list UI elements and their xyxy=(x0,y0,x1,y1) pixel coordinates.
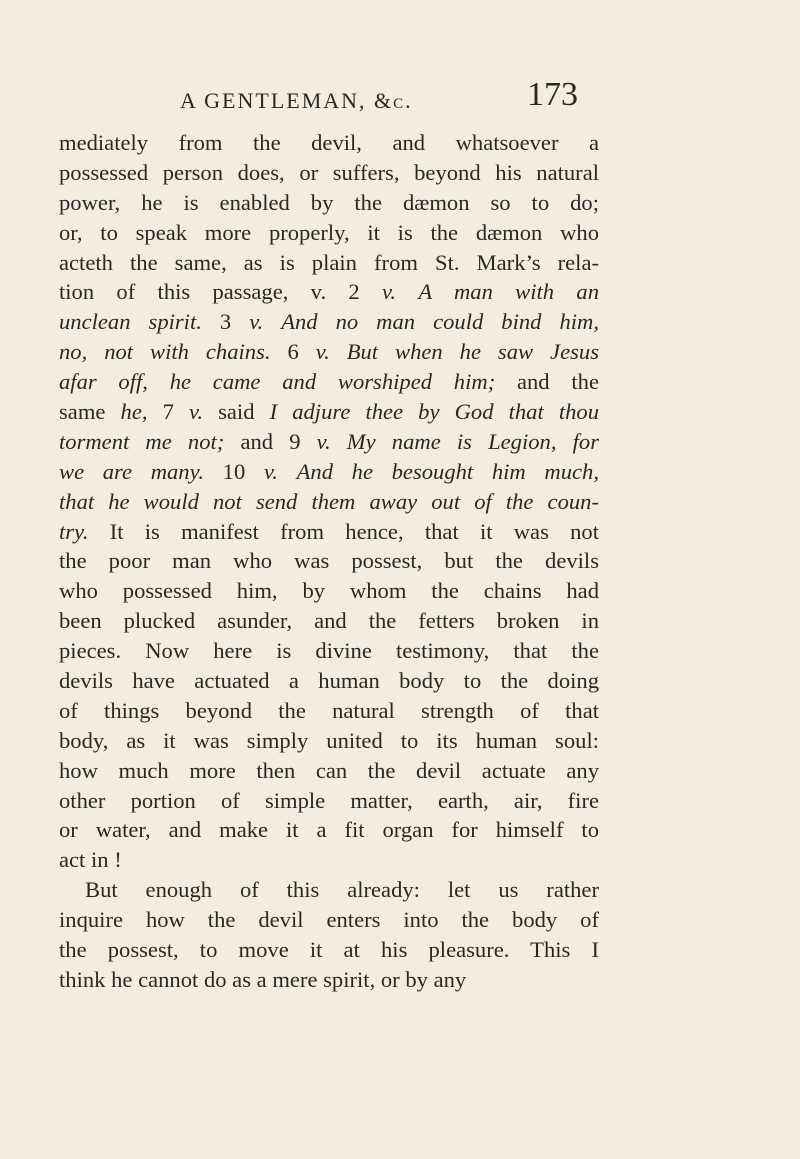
text-segment: devils have actuated a human body to the doing xyxy=(59,668,599,694)
text-segment: 7 xyxy=(147,399,189,425)
text-segment: think he cannot do as a mere spirit, or by any xyxy=(59,966,467,992)
running-head xyxy=(0,70,800,120)
text-line xyxy=(59,606,599,636)
text-line xyxy=(59,875,599,905)
text-line xyxy=(59,965,599,995)
italic-text: no, not with chains. xyxy=(59,339,271,365)
italic-text: A man with an xyxy=(418,279,599,305)
italic-text: he, xyxy=(120,399,148,425)
text-segment: 6 xyxy=(270,339,316,365)
text-segment: or, to speak more properly, it is the dæmon who xyxy=(59,219,599,245)
text-segment xyxy=(278,459,297,484)
italic-text: I adjure thee by God that thou xyxy=(269,399,600,425)
text-segment: been plucked asunder, and the fetters broken in xyxy=(59,608,599,634)
text-segment: possessed person does, or suffers, beyond his natural xyxy=(59,159,599,185)
text-line xyxy=(59,427,599,457)
text-segment: inquire how the devil enters into the body of xyxy=(59,907,599,933)
text-line xyxy=(59,666,599,696)
text-line xyxy=(59,726,599,756)
text-segment: pieces. Now here is divine testimony, that the xyxy=(59,638,599,664)
text-segment: power, he is enabled by the dæmon so to do; xyxy=(59,189,599,215)
text-line xyxy=(59,367,599,397)
text-line xyxy=(59,517,599,547)
text-segment: tion of this passage, v. 2 xyxy=(59,279,383,305)
text-segment: mediately from the devil, and whatsoever a xyxy=(59,130,599,155)
italic-text: And he besought him much, xyxy=(296,458,599,484)
text-line xyxy=(59,128,599,158)
text-segment xyxy=(330,339,347,364)
italic-text: try. xyxy=(59,518,89,544)
text-segment: who possessed him, by whom the chains had xyxy=(59,578,599,604)
body-text xyxy=(59,128,599,995)
text-segment: body, as it was simply united to its human soul: xyxy=(59,727,599,753)
text-segment: said xyxy=(203,399,270,425)
text-line xyxy=(59,935,599,965)
italic-text: v. xyxy=(249,309,264,335)
text-segment: It is manifest from hence, that it was not xyxy=(88,518,599,544)
text-segment xyxy=(263,309,281,334)
text-line xyxy=(59,696,599,726)
text-line xyxy=(59,786,599,816)
text-segment: and the xyxy=(495,369,599,395)
italic-text: And no man could bind him, xyxy=(281,309,599,335)
text-line xyxy=(59,636,599,666)
italic-text: afar off, he came and worshiped him; xyxy=(59,369,496,395)
text-line xyxy=(59,188,599,218)
text-segment xyxy=(331,429,347,454)
running-title: A GENTLEMAN, &c. xyxy=(180,88,413,113)
text-segment: act in ! xyxy=(59,847,122,873)
text-line xyxy=(59,307,599,337)
text-segment: of things beyond the natural strength of that xyxy=(59,697,599,723)
italic-text: unclean spirit. xyxy=(59,309,202,335)
text-segment: 10 xyxy=(204,458,264,484)
italic-text: v. xyxy=(315,339,330,365)
text-segment: how much more then can the devil actuate any xyxy=(59,757,599,783)
text-line xyxy=(59,457,599,487)
italic-text: My name is Legion, for xyxy=(346,428,599,454)
italic-text: that he would not send them away out of the coun- xyxy=(59,488,599,514)
text-line xyxy=(59,905,599,935)
text-segment xyxy=(396,279,418,304)
text-segment: 3 xyxy=(201,309,250,335)
text-segment: or water, and make it a fit organ for himself to xyxy=(59,817,599,843)
italic-text: torment me not; xyxy=(59,428,225,454)
text-line xyxy=(59,397,599,427)
text-segment: same xyxy=(59,399,121,425)
text-segment: the possest, to move it at his pleasure. This I xyxy=(59,937,599,963)
text-segment: other portion of simple matter, earth, air, fire xyxy=(59,787,599,813)
italic-text: v. xyxy=(263,458,278,484)
text-segment: the poor man who was possest, but the devils xyxy=(59,548,599,574)
italic-text: v. xyxy=(189,399,203,425)
text-line xyxy=(59,337,599,367)
page-number: 173 xyxy=(527,76,578,113)
text-line xyxy=(59,546,599,576)
text-line xyxy=(59,277,599,307)
text-line xyxy=(59,487,599,517)
text-line xyxy=(59,845,599,875)
text-line xyxy=(59,815,599,845)
italic-text: we are many. xyxy=(59,458,205,484)
text-line xyxy=(59,158,599,188)
italic-text: v. xyxy=(316,428,331,454)
text-segment: acteth the same, as is plain from St. Mark’s rela- xyxy=(59,249,599,275)
italic-text: But when he saw Jesus xyxy=(346,339,599,365)
text-segment: But enough of this already: let us rather xyxy=(85,877,599,903)
text-line xyxy=(59,248,599,278)
text-line xyxy=(59,576,599,606)
text-segment: and 9 xyxy=(224,428,317,454)
italic-text: v. xyxy=(382,279,397,305)
text-line xyxy=(59,218,599,248)
text-line xyxy=(59,756,599,786)
